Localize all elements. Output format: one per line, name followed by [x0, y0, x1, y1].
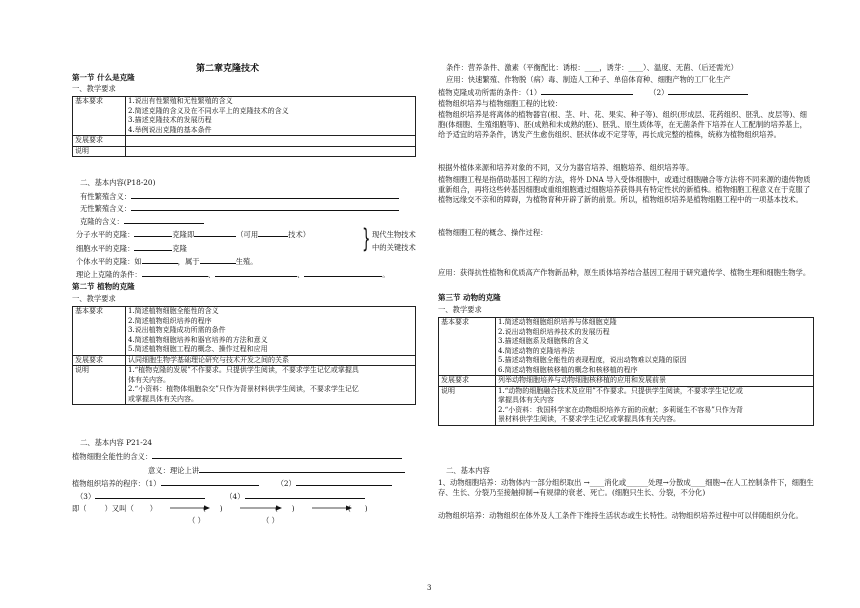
- page-number: 3: [427, 584, 432, 592]
- req-item: 2.说出动物组织培养技术的发展历程: [498, 327, 610, 336]
- req-item: 5.描述动物细胞全能性的表现程度，说出动物难以克隆的原因: [498, 356, 687, 364]
- blank: [124, 216, 204, 224]
- blank: [131, 191, 399, 199]
- blank: [541, 87, 633, 95]
- flow-arrows: [170, 500, 370, 514]
- note-items: [126, 366, 416, 405]
- label: 个体水平的克隆：如: [76, 257, 142, 266]
- req-item: 4.简述动物的克隆培养法: [498, 346, 575, 355]
- note-item: 体有关内容。: [128, 375, 170, 384]
- label: （3）: [76, 492, 96, 501]
- label: 克隆的含义：: [80, 217, 124, 226]
- brace-icon: }: [362, 224, 371, 254]
- sec2-req-table: [72, 306, 416, 405]
- basic-items: [126, 307, 416, 356]
- fill-line: [76, 256, 257, 266]
- blank: [200, 256, 236, 264]
- dev-cell: [126, 136, 416, 147]
- label: 有性繁殖含义：: [80, 192, 132, 201]
- fill-line: [80, 191, 399, 201]
- fill-line: [72, 478, 392, 488]
- note-label: 说明: [73, 366, 126, 405]
- req-item: 2.简述克隆的含义及在不同水平上的克隆技术的含义: [128, 106, 289, 115]
- label: ）: [149, 504, 158, 513]
- paragraph: 应用：获得抗性植物和优质高产作物新品种，原生质体培养结合基因工程用于研究遗传学、植物生理和细胞生物学。: [438, 268, 811, 277]
- label: 技术）: [288, 230, 311, 239]
- basic-label: 基本要求: [73, 307, 126, 356]
- label: 无性繁殖含义：: [80, 204, 132, 213]
- note-item: 景材料供学生阅读，不要求学生记忆或掌握具体有关内容。: [498, 415, 680, 423]
- dev-label: 发展要求: [73, 355, 126, 366]
- blank: [142, 256, 178, 264]
- paragraph: 植物细胞工程是指借助基因工程的方法，将外 DNA 导入受体细胞中，或通过细胞融合等方法将不同来源的遗传物质重新组合，再将这些转基因细胞或重组细胞通过细胞培养获得具有特定性状的新植株。植物细胞工程意义在于克服了植物远缘交不亲和的障碍，为植物育种开辟了新的前景。所以，植物组织培养是植物细胞工程中的一项基本技术。: [438, 175, 811, 204]
- blank: [194, 229, 236, 237]
- sec1-heading: 第一节 什么是克隆: [72, 73, 135, 82]
- note-cell: [126, 146, 416, 157]
- paragraph: 动物组织培养：动物组织在体外及人工条件下维持生活状态或生长特性。动物组织培养过程中可以伴随组织分化。: [438, 511, 803, 520]
- paren-slot: （ ）: [262, 516, 279, 525]
- req-item: 4.举例说出克隆的基本条件: [128, 125, 212, 134]
- paragraph: 植物组织培养是将离体的植物器官(根、茎、叶、花、果实、种子等)、组织(形成层、花药组织、胚乳、皮层等)、细胞(体细胞、生殖细胞等)、胚(成熟和未成熟的胚)、胚乳、原生质体等，在无菌条件下培养在人工配制的培养基上，给予适宜的培养条件，诱发产生愈伤组织、胚状体或不定芽等，再长成完整的植株，统称为植物组织培养。: [438, 110, 807, 139]
- blank: [134, 243, 172, 251]
- blank: [199, 465, 405, 473]
- label: 植物细胞全能性的含义：: [72, 452, 153, 461]
- blank: [668, 87, 748, 95]
- req-item: 5.简述植物细胞工程的概念、操作过程和应用: [128, 345, 268, 353]
- sec2-req-heading: 一、教学要求: [72, 294, 116, 303]
- label: （2）: [276, 479, 296, 488]
- fill-line: [148, 465, 405, 475]
- sec2-heading: 第二节 植物的克隆: [72, 282, 135, 291]
- note-item: 2.“小资料：植物体细胞杂交”只作为背景材料供学生阅读，不要求学生记忆: [128, 385, 359, 393]
- label: 植物组织培养的程序：（1）: [72, 479, 161, 488]
- sec1-req-table: [72, 96, 416, 157]
- blank: [245, 491, 365, 499]
- label: 即（: [72, 504, 87, 513]
- label: 植物克隆成功所需的条件：（1）: [438, 88, 542, 97]
- blank: [215, 269, 297, 277]
- fill-line: [80, 216, 204, 226]
- page-title: 第二章克隆技术: [196, 64, 260, 74]
- dev-label: 发展要求: [73, 136, 126, 147]
- note-item: 掌握具体有关内容: [498, 396, 554, 404]
- label: （可用: [236, 230, 259, 239]
- note-item: 1.“植物克隆的发展”不作要求。只提供学生阅读，不要求学生记忆或掌握具: [128, 366, 359, 374]
- label: 分子水平的克隆：: [76, 230, 135, 239]
- req-item: 1.简述植物细胞全能性的含义: [128, 307, 219, 315]
- side-note: 中的关键技术: [372, 243, 416, 252]
- paren-slot: ( ): [348, 504, 368, 513]
- req-item: 3.描述细胞系及细胞株的含义: [498, 337, 589, 345]
- dev-text: 列举动物细胞培养与动物细胞核移植的应用和发展前景: [496, 376, 814, 387]
- basic-items: [496, 318, 814, 376]
- paragraph: 植物细胞工程的概念、操作过程：: [438, 228, 548, 237]
- blank: [161, 478, 259, 486]
- blank: [95, 491, 205, 499]
- req-item: 1.说出有性繁殖和无性繁殖的含义: [128, 97, 233, 105]
- note-item: 2.“小资料：我国科学家在动物组织培养方面的贡献；多莉诞生不容易”只作为背: [498, 405, 743, 414]
- note-items: [496, 386, 814, 425]
- basic-items: [126, 97, 416, 136]
- label: 克隆: [172, 244, 187, 253]
- blank: [296, 478, 392, 486]
- r-line: 条件：营养条件、激素（平衡配比：诱根：____，诱芽：____）、温度、无菌、（后还需光）: [446, 63, 738, 72]
- fill-line: [80, 203, 399, 213]
- blank: [152, 451, 402, 459]
- basic-label: 基本要求: [73, 97, 126, 136]
- req-item: 4.简述植物细胞培养和器官培养的方法和意义: [128, 335, 268, 344]
- r-line: 应用：快速繁殖、作物脱（病）毒、制造人工种子、单倍体育种、细胞产物的工厂化生产: [446, 75, 731, 84]
- fill-line: [76, 229, 310, 239]
- blank: [131, 203, 399, 211]
- sec2-content-heading: 二、基本内容 P21-24: [80, 438, 153, 447]
- fill-line: [72, 451, 402, 461]
- req-item: 3.说出植物克隆成功所需的条件: [128, 326, 226, 334]
- req-item: 6.简述动物细胞核移植的概念和核移植的程序: [498, 365, 638, 374]
- label: ，属于: [177, 257, 200, 266]
- sec3-content-heading: 二、基本内容: [446, 466, 490, 475]
- req-item: 1.简述动物细胞组织培养与体细胞克隆: [498, 318, 617, 326]
- fill-line: 理论上克隆的条件： 、 、 。: [76, 270, 390, 279]
- blank: [134, 229, 172, 237]
- sec3-req-heading: 一、教学要求: [438, 305, 482, 314]
- paragraph: 1、动物细胞培养：动物体内一部分组织取出 →____消化或______处理→分散成____细胞→在人工控制条件下，细胞生存、生长、分裂乃至接触抑制→有规律的衰老、死亡。(细胞只生长、分裂，不分化): [438, 478, 814, 497]
- r-line: 植物组织培养与植物细胞工程的比较：: [438, 99, 563, 108]
- sec3-heading: 第三节 动物的克隆: [438, 293, 501, 302]
- req-item: 3.描述克隆技术的发展历程: [128, 116, 212, 124]
- sec3-req-table: [438, 317, 814, 426]
- sec1-req-heading: 一、教学要求: [72, 84, 116, 93]
- basic-label: 基本要求: [439, 318, 496, 376]
- blank: [304, 269, 382, 277]
- blank: [142, 269, 208, 277]
- note-item: 或掌握具体有关内容。: [128, 394, 198, 403]
- fill-line: [76, 243, 187, 253]
- note-label: 说明: [73, 146, 126, 157]
- blank: [258, 229, 288, 237]
- note-label: 说明: [439, 386, 496, 425]
- dev-label: 发展要求: [439, 376, 496, 387]
- label: （4）: [225, 492, 245, 501]
- fill-line: [438, 87, 748, 97]
- dev-text: 认同细胞生物学基础理论研究与技术开发之间的关系: [126, 355, 416, 366]
- sec1-content-heading: 二、基本内容(P18-20): [80, 178, 156, 187]
- label: ）又叫（: [104, 504, 134, 513]
- paragraph: 根据外植体来源和培养对象的不同，又分为器官培养、细胞培养、组织培养等。: [438, 163, 694, 172]
- paren-slot: ( ): [203, 504, 223, 513]
- label: 意义：理论上讲: [148, 466, 200, 475]
- paren-slot: （ ）: [188, 516, 205, 525]
- label: 克隆即: [172, 230, 195, 239]
- label: 生殖。: [235, 257, 258, 266]
- req-item: 2.简述植物组织培养的程序: [128, 316, 212, 325]
- side-note: 现代生物技术: [372, 230, 416, 239]
- label: 理论上克隆的条件：: [76, 270, 142, 279]
- paren-slot: ( ): [275, 504, 295, 513]
- label: （2）: [649, 88, 669, 97]
- label: 细胞水平的克隆：: [76, 244, 135, 253]
- flow-line: [72, 504, 157, 513]
- note-item: 1.“动物的细胞融合技术及应用”不作要求。只提供学生阅读，不要求学生记忆或: [498, 386, 743, 395]
